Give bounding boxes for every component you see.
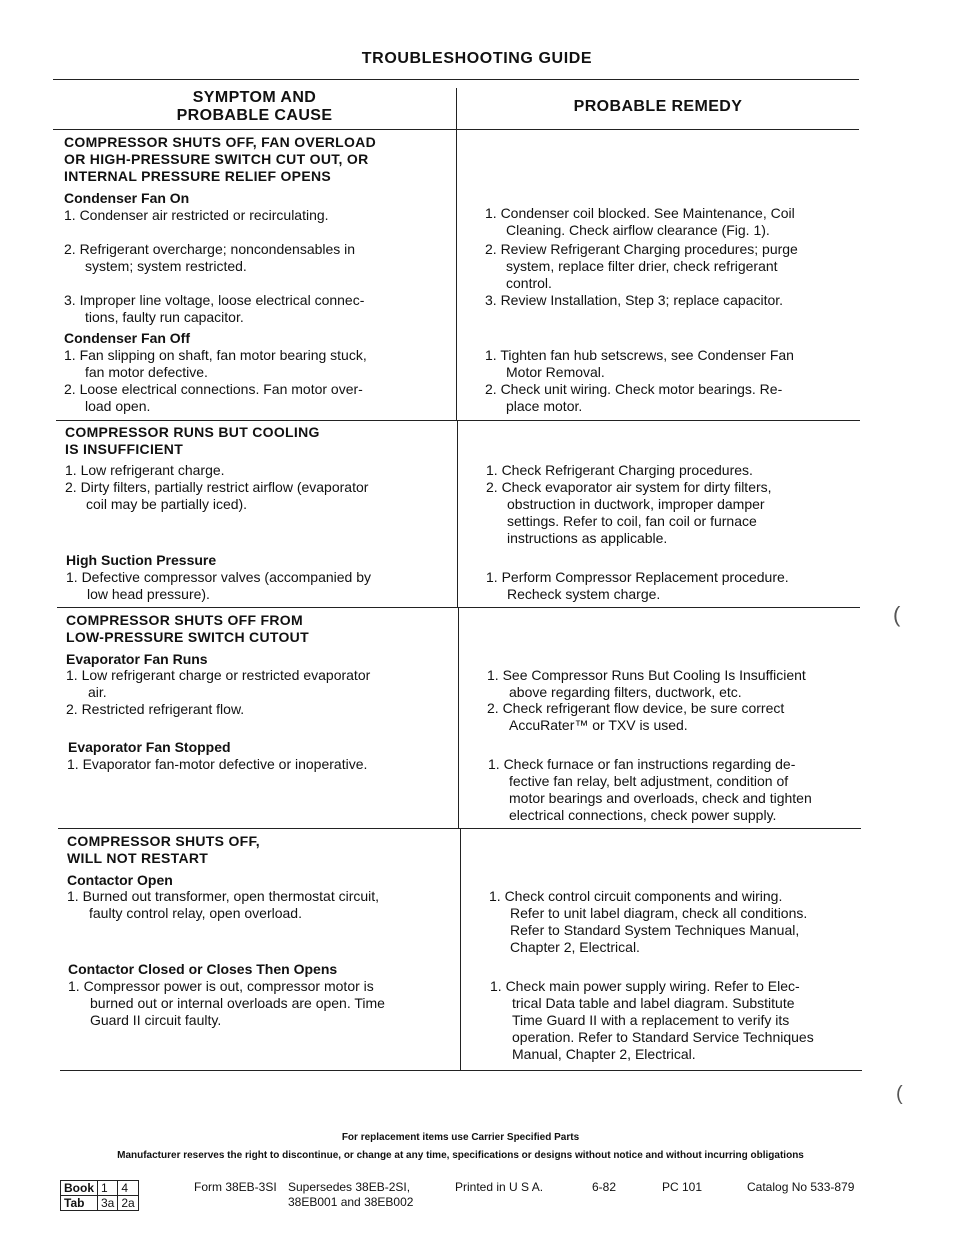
column-divider [460, 828, 461, 1070]
section-heading: INTERNAL PRESSURE RELIEF OPENS [64, 168, 332, 184]
remedy-item: 2. Check unit wiring. Check motor bearings. Re- [485, 381, 783, 397]
remedy-item: 1. Tighten fan hub setscrews, see Condenser Fan [485, 347, 794, 363]
remedy-item: above regarding filters, ductwork, etc. [509, 684, 742, 700]
column-divider [458, 607, 459, 828]
column-divider [456, 88, 457, 420]
cause-item: burned out or internal overloads are open. Time [90, 995, 385, 1011]
form-number: Form 38EB-3SI [194, 1180, 277, 1194]
subheading: Condenser Fan On [64, 190, 190, 206]
section-heading: COMPRESSOR SHUTS OFF FROM [66, 612, 303, 628]
remedy-item: 1. Perform Compressor Replacement procedure. [486, 569, 789, 585]
remedy-item: motor bearings and overloads, check and tighten [509, 790, 812, 806]
footer-disclaimer: Manufacturer reserves the right to discontinue, or change at any time, specifications or designs without notice and without incurring obligations [117, 1150, 804, 1161]
remedy-item: 1. Check control circuit components and wiring. [489, 888, 783, 904]
section-heading: OR HIGH-PRESSURE SWITCH CUT OUT, OR [64, 151, 369, 167]
remedy-item: control. [506, 275, 552, 291]
cause-item: air. [88, 684, 107, 700]
remedy-item: Cleaning. Check airflow clearance (Fig. 1). [506, 222, 770, 238]
column-divider [457, 420, 458, 607]
remedy-item: trical Data table and label diagram. Substitute [512, 995, 795, 1011]
subheading: Contactor Closed or Closes Then Opens [68, 961, 338, 977]
subheading: High Suction Pressure [66, 552, 217, 568]
cause-item: load open. [85, 398, 151, 414]
section-heading: WILL NOT RESTART [67, 850, 209, 866]
remedy-item: 3. Review Installation, Step 3; replace capacitor. [485, 292, 784, 308]
remedy-item: Refer to Standard System Techniques Manual, [510, 922, 800, 938]
section-heading: COMPRESSOR SHUTS OFF, [67, 833, 260, 849]
book-number: 1 [98, 1181, 118, 1196]
pc-code: PC 101 [662, 1180, 703, 1194]
remedy-item: AccuRater™ or TXV is used. [509, 717, 688, 733]
remedy-item: electrical connections, check power supply. [509, 807, 777, 823]
cause-item: 2. Restricted refrigerant flow. [66, 701, 245, 717]
remedy-item: 2. Review Refrigerant Charging procedures; purge [485, 241, 798, 257]
remedy-item: Recheck system charge. [507, 586, 661, 602]
cause-item: 1. Compressor power is out, compressor motor is [68, 978, 374, 994]
remedy-item: 1. Check Refrigerant Charging procedures. [486, 462, 753, 478]
cause-item: 1. Burned out transformer, open thermostat circuit, [67, 888, 380, 904]
remedy-column-header: PROBABLE REMEDY [573, 98, 743, 115]
remedy-item: fective fan relay, belt adjustment, condition of [509, 773, 789, 789]
book-tab-box [60, 1180, 139, 1211]
remedy-item: settings. Refer to coil, fan coil or furnace [507, 513, 757, 529]
remedy-item: Chapter 2, Electrical. [510, 939, 640, 955]
cause-item: Guard II circuit faulty. [90, 1012, 222, 1028]
remedy-item: Motor Removal. [506, 364, 605, 380]
scan-mark: ( [896, 1083, 903, 1105]
remedy-item: obstruction in ductwork, improper damper [507, 496, 765, 512]
remedy-item: 1. Check furnace or fan instructions regarding de- [488, 756, 796, 772]
catalog-number: Catalog No 533-879 [747, 1180, 855, 1194]
cause-item: 2. Refrigerant overcharge; noncondensables in [64, 241, 356, 257]
symptom-column-header: SYMPTOM AND PROBABLE CAUSE [176, 89, 333, 124]
subheading: Contactor Open [67, 872, 173, 888]
printed-in: Printed in U S A. [455, 1180, 544, 1194]
table-bottom-rule [60, 1070, 862, 1071]
cause-item: 1. Evaporator fan-motor defective or inoperative. [67, 756, 368, 772]
remedy-item: Manual, Chapter 2, Electrical. [512, 1046, 696, 1062]
remedy-item: 2. Check refrigerant flow device, be sure correct [487, 700, 785, 716]
book-label: Book [61, 1181, 98, 1196]
remedy-item: Time Guard II with a replacement to verify its [512, 1012, 790, 1028]
page-title: TROUBLESHOOTING GUIDE [361, 50, 593, 67]
table-top-rule [53, 79, 859, 80]
section-heading: COMPRESSOR RUNS BUT COOLING [65, 424, 320, 440]
cause-item: tions, faulty run capacitor. [85, 309, 244, 325]
remedy-item: operation. Refer to Standard Service Techniques [512, 1029, 814, 1045]
subheading: Evaporator Fan Stopped [68, 739, 231, 755]
remedy-item: 1. Check main power supply wiring. Refer to Elec- [490, 978, 800, 994]
cause-item: 1. Defective compressor valves (accompanied by [66, 569, 372, 585]
subheading: Evaporator Fan Runs [66, 651, 208, 667]
subheading: Condenser Fan Off [64, 330, 191, 346]
cause-item: low head pressure). [87, 586, 210, 602]
tab-number: 3a [98, 1196, 118, 1211]
cause-item: 2. Dirty filters, partially restrict airflow (evaporator [65, 479, 369, 495]
cause-item: 1. Condenser air restricted or recirculating. [64, 207, 329, 223]
book-number: 4 [118, 1181, 138, 1196]
remedy-item: 2. Check evaporator air system for dirty filters, [486, 479, 772, 495]
cause-item: system; system restricted. [85, 258, 247, 274]
section-heading: COMPRESSOR SHUTS OFF, FAN OVERLOAD [64, 134, 376, 150]
cause-item: fan motor defective. [85, 364, 208, 380]
cause-item: 1. Low refrigerant charge. [65, 462, 225, 478]
section1-bottom-rule [56, 420, 860, 421]
remedy-item: place motor. [506, 398, 583, 414]
tab-label: Tab [61, 1196, 98, 1211]
cause-item: 2. Loose electrical connections. Fan motor over- [64, 381, 363, 397]
section-heading: LOW-PRESSURE SWITCH CUTOUT [66, 629, 309, 645]
remedy-item: 1. Condenser coil blocked. See Maintenance, Coil [485, 205, 795, 221]
cause-item: 1. Fan slipping on shaft, fan motor bearing stuck, [64, 347, 367, 363]
cause-item: faulty control relay, open overload. [89, 905, 302, 921]
remedy-item: system, replace filter drier, check refrigerant [506, 258, 778, 274]
scan-mark: ( [893, 602, 901, 627]
remedy-item: Refer to unit label diagram, check all conditions. [510, 905, 808, 921]
remedy-item: instructions as applicable. [507, 530, 668, 546]
supersedes-text: 38EB001 and 38EB002 [288, 1195, 414, 1209]
cause-item: 1. Low refrigerant charge or restricted evaporator [66, 667, 371, 683]
supersedes-text: Supersedes 38EB-2SI, [288, 1180, 411, 1194]
remedy-item: 1. See Compressor Runs But Cooling Is Insufficient [487, 667, 806, 683]
print-date: 6-82 [592, 1180, 617, 1194]
footer-note: For replacement items use Carrier Specified Parts [341, 1132, 580, 1143]
cause-item: coil may be partially iced). [86, 496, 248, 512]
tab-number: 2a [118, 1196, 138, 1211]
section-heading: IS INSUFFICIENT [65, 441, 184, 457]
cause-item: 3. Improper line voltage, loose electrical connec- [64, 292, 365, 308]
